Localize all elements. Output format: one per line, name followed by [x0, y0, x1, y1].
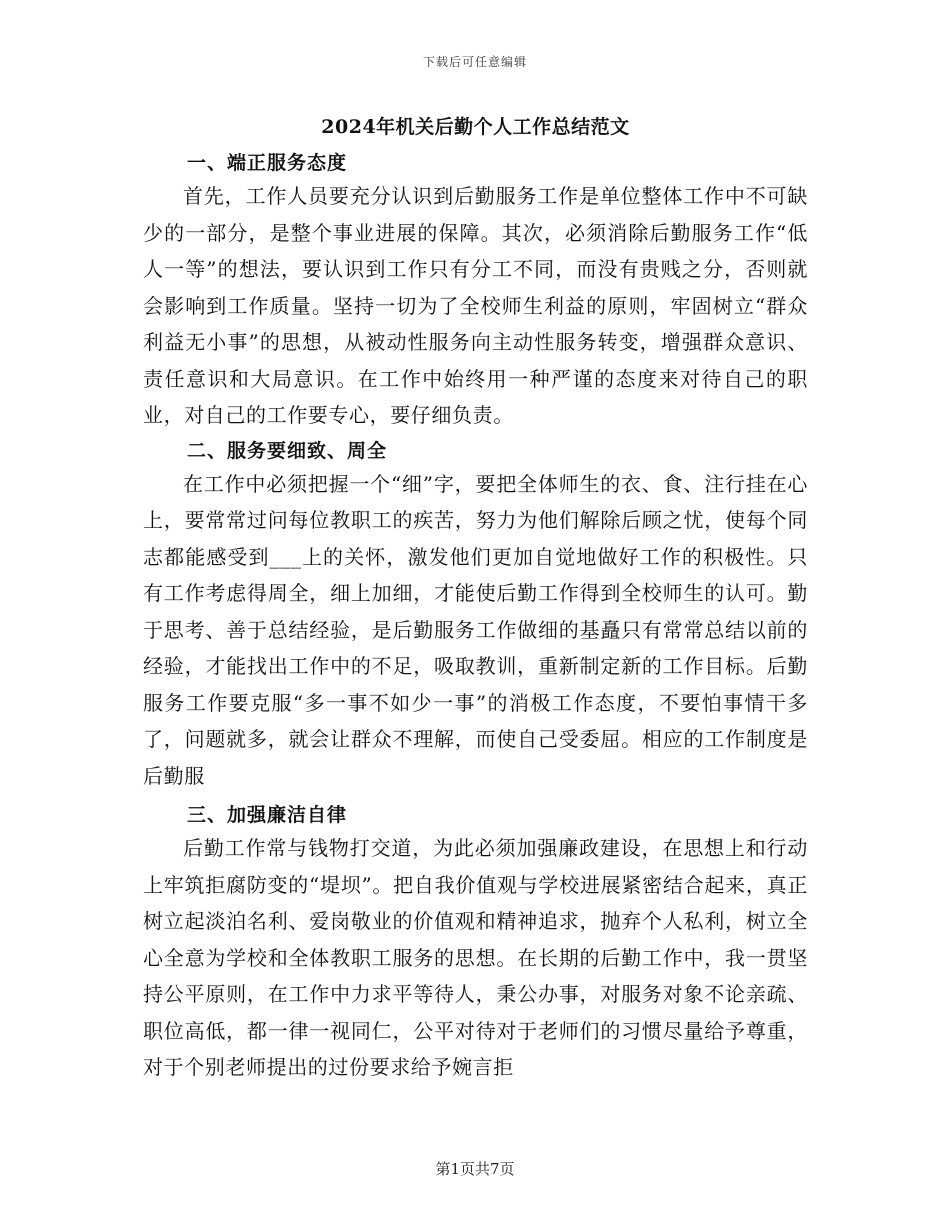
section-heading-2: 二、服务要细致、周全 [187, 439, 388, 462]
document-title: 2024年机关后勤个人工作总结范文 [321, 116, 630, 138]
document-body [143, 112, 808, 1086]
section-heading-3: 三、加强廉洁自律 [187, 804, 348, 826]
section-paragraph-1: 首先，工作人员要充分认识到后勤服务工作是单位整体工作中不可缺少的一部分，是整个事业进展的保障。其次，必须消除后勤服务工作“低人一等”的想法，要认识到工作只有分工不同，而没有贵贱之分，否则就会影响到工作质量。坚持一切为了全校师生利益的原则，牢固树立“群众利益无小事”的思想，从被动性服务向主动性服务转变，增强群众意识、责任意识和大局意识。在工作中始终用一种严谨的态度来对待自己的职业，对自己的工作要专心，要仔细负责。 [143, 184, 808, 427]
page-header: 下载后可任意编辑 [422, 55, 527, 69]
section-paragraph-3: 后勤工作常与钱物打交道，为此必须加强廉政建设，在思想上和行动上牢筑拒腐防变的“堤坝”。把自我价值观与学校进展紧密结合起来，真正树立起淡泊名利、爱岗敬业的价值观和精神追求，抛弃个人私利，树立全心全意为学校和全体教职工服务的思想。在长期的后勤工作中，我一贯坚持公平原则，在工作中力求平等待人，秉公办事，对服务对象不论亲疏、职位高低，都一律一视同仁，公平对待对于老师们的习惯尽量给予尊重，对于个别老师提出的过份要求给予婉言拒 [143, 836, 808, 1079]
section-paragraph-2: 在工作中必须把握一个“细”字，要把全体师生的衣、食、注行挂在心上，要常常过问每位教职工的疾苦，努力为他们解除后顾之忧，使每个同志都能感受到___上的关怀，激发他们更加自觉地做好工作的积极性。只有工作考虑得周全，细上加细，才能使后勤工作得到全校师生的认可。勤于思考、善于总结经验，是后勤服务工作做细的基矗只有常常总结以前的经验，才能找出工作中的不足，吸取教训，重新制定新的工作目标。后勤服务工作要克服“多一事不如少一事”的消极工作态度，不要怕事情干多了，问题就多，就会让群众不理解，而使自己受委屈。相应的工作制度是后勤服 [143, 471, 808, 788]
section-heading-1: 一、端正服务态度 [187, 152, 348, 174]
page-footer: 第1页共7页 [435, 1160, 515, 1178]
